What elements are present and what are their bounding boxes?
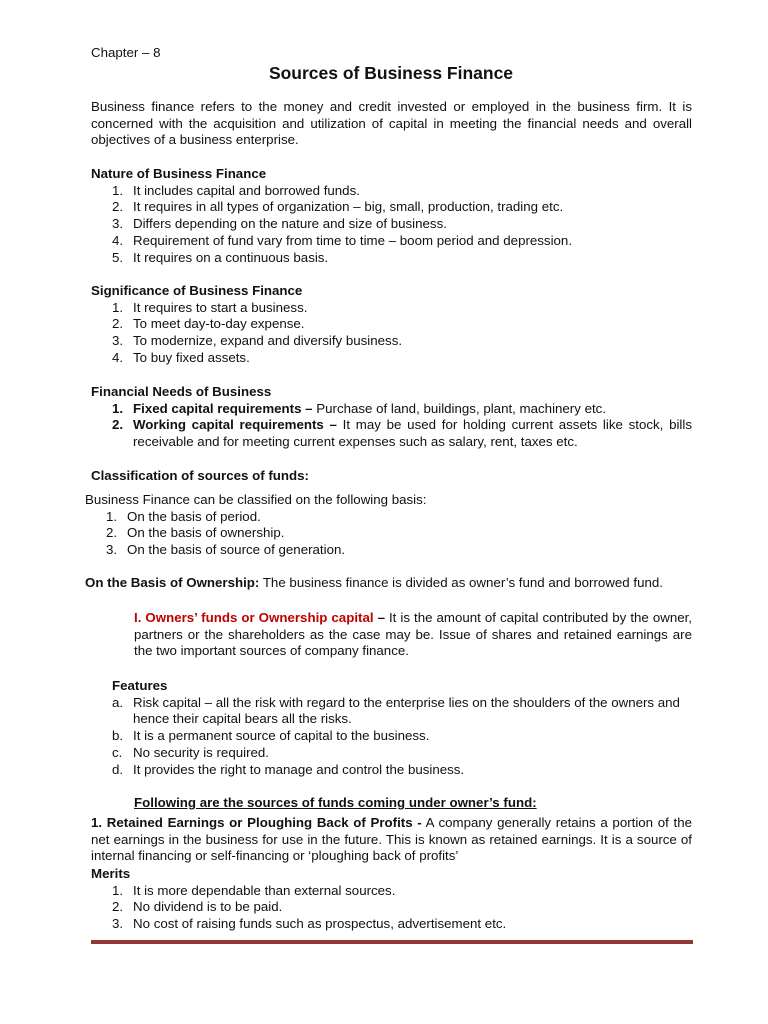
list-item: 2. No dividend is to be paid. <box>112 899 283 915</box>
significance-list <box>91 300 692 367</box>
merits-section <box>91 866 692 933</box>
needs-section <box>91 384 692 451</box>
list-item: 4. Requirement of fund vary from time to time – boom period and depression. <box>112 232 573 248</box>
features-heading: Features <box>112 678 168 693</box>
list-item: 3. No cost of raising funds such as prospectus, advertisement etc. <box>112 916 507 932</box>
features-list <box>112 695 692 779</box>
list-item: d. It provides the right to manage and control the business. <box>112 761 465 777</box>
nature-section <box>91 166 692 266</box>
needs-heading: Financial Needs of Business <box>91 384 272 399</box>
page-title: Sources of Business Finance <box>268 63 514 83</box>
classification-heading: Classification of sources of funds: <box>91 468 309 483</box>
classification-intro: Business Finance can be classified on the following basis: <box>85 492 427 507</box>
needs-list <box>91 401 692 451</box>
list-item: 2. It requires in all types of organization – big, small, production, trading etc. <box>112 199 564 215</box>
list-item: b. It is a permanent source of capital to the business. <box>112 728 430 744</box>
ownership-label: On the Basis of Ownership: <box>85 575 260 590</box>
owners-funds-text: It is the amount of capital contributed by the owner, partners or the shareholders as the case may be. Issue of shares and retained earnings are the two important sources of company finance. <box>134 610 693 659</box>
list-item: 3. On the basis of source of generation. <box>106 542 346 558</box>
classification-section <box>85 492 686 559</box>
owners-funds-label: I. Owners’ funds or Ownership capital <box>134 610 374 625</box>
list-item: 2. On the basis of ownership. <box>106 525 285 541</box>
ownership-text: The business finance is divided as owner’s fund and borrowed fund. <box>259 575 663 590</box>
footer-rule <box>91 940 693 944</box>
significance-heading: Significance of Business Finance <box>91 283 303 298</box>
classification-list <box>85 509 686 559</box>
chapter-label: Chapter – 8 <box>91 45 161 60</box>
owners-funds-paragraph: I. Owners’ funds or Ownership capital – It is the amount of capital contributed by the owner, partners or the shareholders as the case may be. Issue of shares and retained earnings are the two important sources of company finance. <box>134 610 693 659</box>
retained-earnings-label: 1. Retained Earnings or Ploughing Back of Profits - <box>91 815 422 830</box>
list-item: 2. Working capital requirements – It may be used for holding current assets like stock, bills receivable and for meeting current expenses such as salary, rent, taxes etc. <box>112 417 692 450</box>
list-item: 2. To meet day-to-day expense. <box>112 316 305 332</box>
significance-section <box>91 283 692 367</box>
list-item: 1. Fixed capital requirements – Purchase of land, buildings, plant, machinery etc. <box>112 400 607 416</box>
retained-earnings-paragraph <box>91 815 692 865</box>
list-item: 3. Differs depending on the nature and size of business. <box>112 216 447 232</box>
list-item: 4. To buy fixed assets. <box>112 349 250 365</box>
list-item: c. No security is required. <box>112 744 269 760</box>
features-section <box>112 678 692 778</box>
list-item: 1. On the basis of period. <box>106 508 261 524</box>
list-item: 3. To modernize, expand and diversify business. <box>112 333 403 349</box>
sources-heading: Following are the sources of funds coming under owner’s fund: <box>134 795 537 810</box>
merits-list <box>91 883 692 933</box>
ownership-paragraph <box>85 575 705 592</box>
retained-earnings-text: A company generally retains a portion of the net earnings in the business for use in the future. This is known as retained earnings. It is a source of internal financing or self-financing or ‘ploughing back of profits’ <box>91 815 693 864</box>
nature-heading: Nature of Business Finance <box>91 166 267 181</box>
intro-paragraph: Business finance refers to the money and credit invested or employed in the business firm. It is concerned with the acquisition and utilization of capital in meeting the financial needs and overall objectives of a business enterprise. <box>91 99 692 148</box>
list-item: 1. It is more dependable than external sources. <box>112 882 396 898</box>
list-item: 1. It includes capital and borrowed funds. <box>112 182 360 198</box>
list-item: a. Risk capital – all the risk with regard to the enterprise lies on the shoulders of the owners and hence their capital bears all the risks. <box>112 694 680 727</box>
nature-list <box>91 183 692 267</box>
list-item: 1. It requires to start a business. <box>112 299 308 315</box>
merits-heading: Merits <box>91 866 131 881</box>
list-item: 5. It requires on a continuous basis. <box>112 249 329 265</box>
